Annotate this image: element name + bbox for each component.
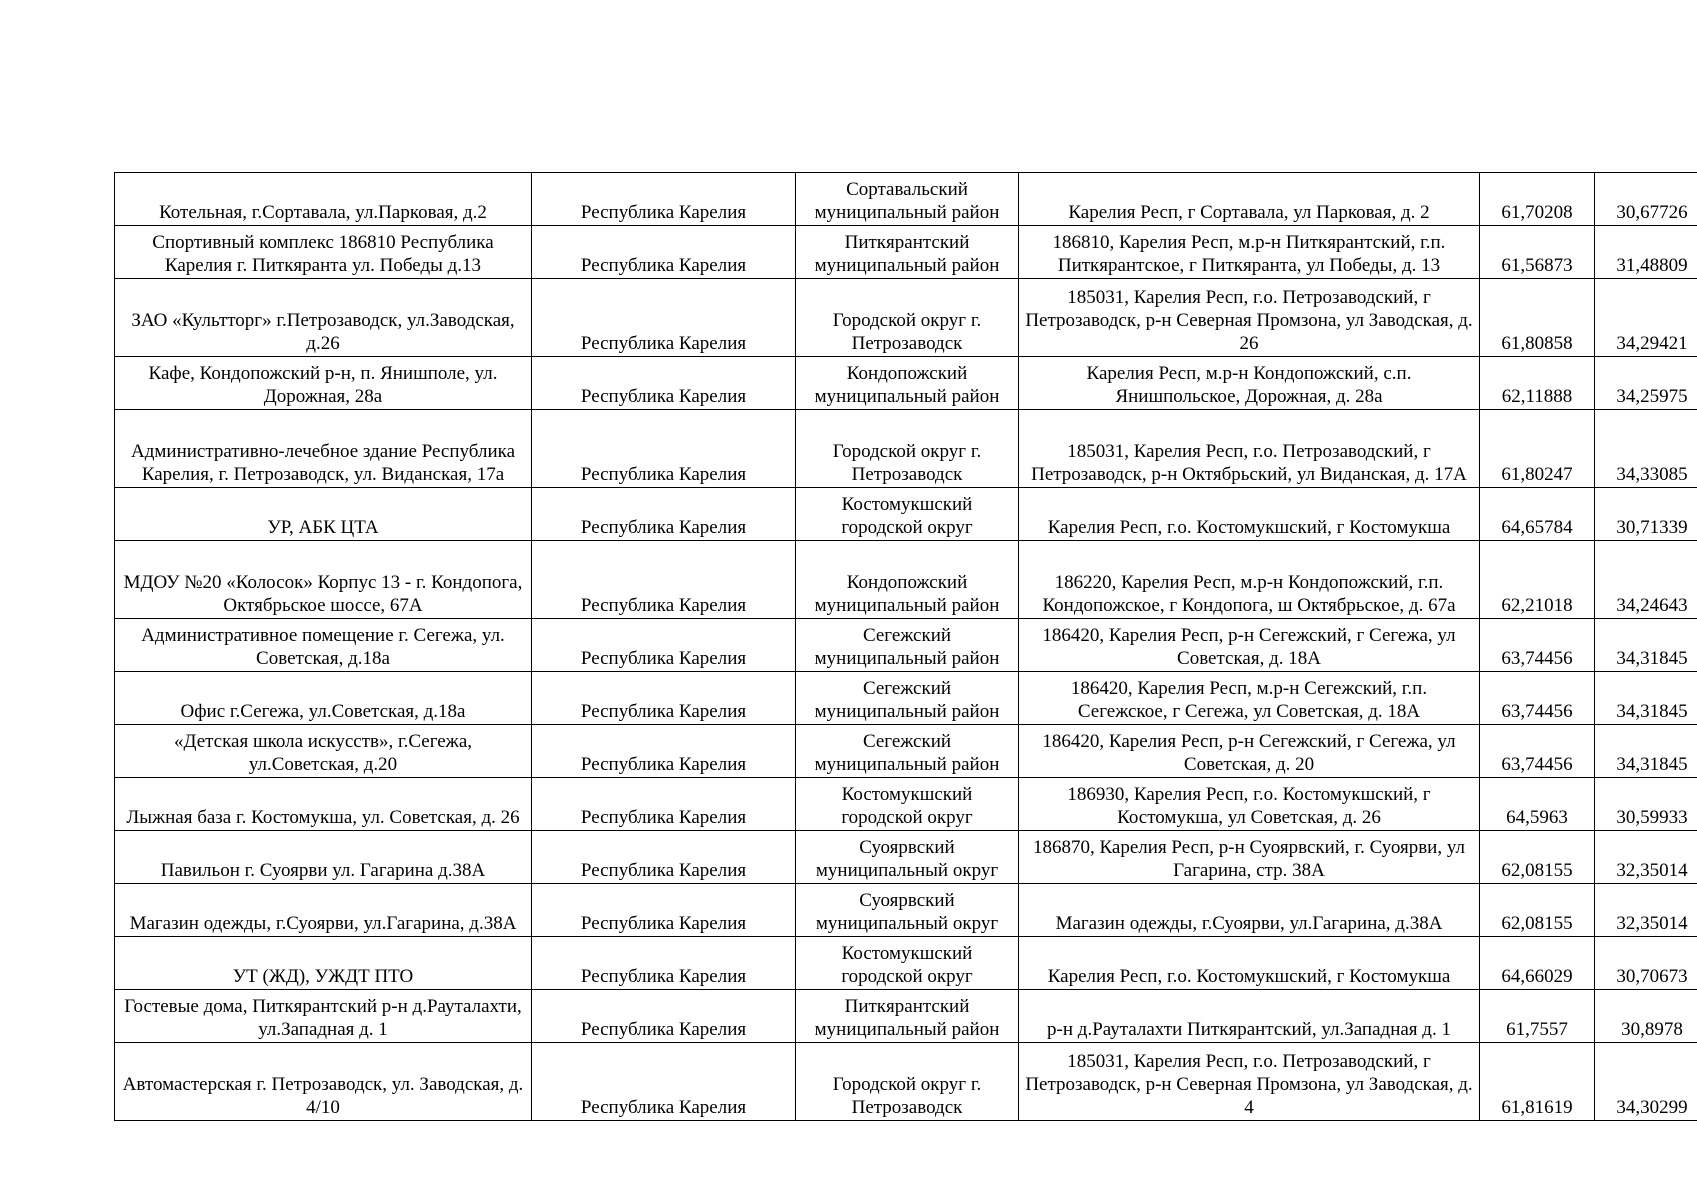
address-cell: 185031, Карелия Респ, г.о. Петрозаводский, г Петрозаводск, р-н Северная Промзона, ул Заводская, д. 26	[1019, 279, 1480, 357]
longitude-cell: 30,71339	[1595, 488, 1697, 541]
object-name-cell: МДОУ №20 «Колосок» Корпус 13 - г. Кондопога, Октябрьское шоссе, 67А	[115, 541, 532, 619]
latitude-cell: 63,74456	[1480, 672, 1595, 725]
longitude-cell: 32,35014	[1595, 831, 1697, 884]
address-cell: Карелия Респ, г.о. Костомукшский, г Костомукша	[1019, 937, 1480, 990]
region-cell: Республика Карелия	[532, 357, 796, 410]
object-name-cell: УР, АБК ЦТА	[115, 488, 532, 541]
latitude-cell: 62,21018	[1480, 541, 1595, 619]
district-cell: Питкярантский муниципальный район	[796, 990, 1019, 1043]
address-cell: Магазин одежды, г.Суоярви, ул.Гагарина, д.38А	[1019, 884, 1480, 937]
longitude-cell: 34,31845	[1595, 725, 1697, 778]
object-name-cell: Кафе, Кондопожский р-н, п. Янишполе, ул. Дорожная, 28а	[115, 357, 532, 410]
table-row	[115, 410, 1697, 488]
region-cell: Республика Карелия	[532, 410, 796, 488]
longitude-cell: 34,30299	[1595, 1043, 1697, 1121]
region-cell: Республика Карелия	[532, 990, 796, 1043]
object-name-cell: Павильон г. Суоярви ул. Гагарина д.38А	[115, 831, 532, 884]
district-cell: Кондопожский муниципальный район	[796, 357, 1019, 410]
longitude-cell: 30,59933	[1595, 778, 1697, 831]
latitude-cell: 61,81619	[1480, 1043, 1595, 1121]
address-cell: 185031, Карелия Респ, г.о. Петрозаводский, г Петрозаводск, р-н Северная Промзона, ул Заводская, д. 4	[1019, 1043, 1480, 1121]
object-name-cell: Спортивный комплекс 186810 Республика Карелия г. Питкяранта ул. Победы д.13	[115, 226, 532, 279]
latitude-cell: 62,08155	[1480, 831, 1595, 884]
table-row	[115, 937, 1697, 990]
latitude-cell: 61,70208	[1480, 173, 1595, 226]
district-cell: Городской округ г. Петрозаводск	[796, 410, 1019, 488]
table-row	[115, 725, 1697, 778]
address-cell: 186220, Карелия Респ, м.р-н Кондопожский, г.п. Кондопожское, г Кондопога, ш Октябрьское, д. 67а	[1019, 541, 1480, 619]
latitude-cell: 62,08155	[1480, 884, 1595, 937]
longitude-cell: 30,67726	[1595, 173, 1697, 226]
address-cell: Карелия Респ, м.р-н Кондопожский, с.п. Янишпольское, Дорожная, д. 28а	[1019, 357, 1480, 410]
region-cell: Республика Карелия	[532, 488, 796, 541]
region-cell: Республика Карелия	[532, 1043, 796, 1121]
district-cell: Костомукшский городской округ	[796, 488, 1019, 541]
latitude-cell: 64,5963	[1480, 778, 1595, 831]
latitude-cell: 63,74456	[1480, 619, 1595, 672]
table-row	[115, 279, 1697, 357]
table-row	[115, 226, 1697, 279]
table-row	[115, 990, 1697, 1043]
address-cell: Карелия Респ, г.о. Костомукшский, г Костомукша	[1019, 488, 1480, 541]
object-name-cell: Административное помещение г. Сегежа, ул. Советская, д.18а	[115, 619, 532, 672]
district-cell: Городской округ г. Петрозаводск	[796, 279, 1019, 357]
table-row	[115, 778, 1697, 831]
address-cell: 185031, Карелия Респ, г.о. Петрозаводский, г Петрозаводск, р-н Октябрьский, ул Виданская, д. 17А	[1019, 410, 1480, 488]
longitude-cell: 30,70673	[1595, 937, 1697, 990]
longitude-cell: 34,25975	[1595, 357, 1697, 410]
longitude-cell: 30,8978	[1595, 990, 1697, 1043]
district-cell: Кондопожский муниципальный район	[796, 541, 1019, 619]
longitude-cell: 34,29421	[1595, 279, 1697, 357]
table-row	[115, 173, 1697, 226]
latitude-cell: 62,11888	[1480, 357, 1595, 410]
district-cell: Городской округ г. Петрозаводск	[796, 1043, 1019, 1121]
region-cell: Республика Карелия	[532, 619, 796, 672]
region-cell: Республика Карелия	[532, 541, 796, 619]
object-name-cell: «Детская школа искусств», г.Сегежа, ул.Советская, д.20	[115, 725, 532, 778]
district-cell: Сегежский муниципальный район	[796, 619, 1019, 672]
longitude-cell: 32,35014	[1595, 884, 1697, 937]
region-cell: Республика Карелия	[532, 279, 796, 357]
district-cell: Костомукшский городской округ	[796, 778, 1019, 831]
region-cell: Республика Карелия	[532, 937, 796, 990]
address-cell: р-н д.Рауталахти Питкярантский, ул.Западная д. 1	[1019, 990, 1480, 1043]
table-row	[115, 1043, 1697, 1121]
address-cell: 186930, Карелия Респ, г.о. Костомукшский, г Костомукша, ул Советская, д. 26	[1019, 778, 1480, 831]
latitude-cell: 64,65784	[1480, 488, 1595, 541]
district-cell: Питкярантский муниципальный район	[796, 226, 1019, 279]
region-cell: Республика Карелия	[532, 778, 796, 831]
region-cell: Республика Карелия	[532, 226, 796, 279]
address-cell: Карелия Респ, г Сортавала, ул Парковая, д. 2	[1019, 173, 1480, 226]
table-row	[115, 672, 1697, 725]
object-name-cell: Автомастерская г. Петрозаводск, ул. Заводская, д. 4/10	[115, 1043, 532, 1121]
table-row	[115, 884, 1697, 937]
latitude-cell: 61,80247	[1480, 410, 1595, 488]
object-name-cell: УТ (ЖД), УЖДТ ПТО	[115, 937, 532, 990]
longitude-cell: 34,24643	[1595, 541, 1697, 619]
latitude-cell: 63,74456	[1480, 725, 1595, 778]
table-row	[115, 488, 1697, 541]
objects-table	[114, 172, 1697, 1121]
table-row	[115, 619, 1697, 672]
table-row	[115, 357, 1697, 410]
region-cell: Республика Карелия	[532, 725, 796, 778]
region-cell: Республика Карелия	[532, 672, 796, 725]
address-cell: 186870, Карелия Респ, р-н Суоярвский, г. Суоярви, ул Гагарина, стр. 38А	[1019, 831, 1480, 884]
latitude-cell: 64,66029	[1480, 937, 1595, 990]
latitude-cell: 61,56873	[1480, 226, 1595, 279]
region-cell: Республика Карелия	[532, 831, 796, 884]
object-name-cell: Котельная, г.Сортавала, ул.Парковая, д.2	[115, 173, 532, 226]
object-name-cell: Гостевые дома, Питкярантский р-н д.Рауталахти, ул.Западная д. 1	[115, 990, 532, 1043]
longitude-cell: 34,31845	[1595, 672, 1697, 725]
longitude-cell: 31,48809	[1595, 226, 1697, 279]
longitude-cell: 34,31845	[1595, 619, 1697, 672]
district-cell: Сегежский муниципальный район	[796, 672, 1019, 725]
district-cell: Костомукшский городской округ	[796, 937, 1019, 990]
region-cell: Республика Карелия	[532, 884, 796, 937]
district-cell: Сортавальский муниципальный район	[796, 173, 1019, 226]
table-row	[115, 541, 1697, 619]
longitude-cell: 34,33085	[1595, 410, 1697, 488]
address-cell: 186420, Карелия Респ, р-н Сегежский, г Сегежа, ул Советская, д. 18А	[1019, 619, 1480, 672]
address-cell: 186420, Карелия Респ, р-н Сегежский, г Сегежа, ул Советская, д. 20	[1019, 725, 1480, 778]
object-name-cell: ЗАО «Культторг» г.Петрозаводск, ул.Заводская, д.26	[115, 279, 532, 357]
objects-table-body	[115, 173, 1697, 1121]
region-cell: Республика Карелия	[532, 173, 796, 226]
address-cell: 186810, Карелия Респ, м.р-н Питкярантский, г.п. Питкярантское, г Питкяранта, ул Победы, д. 13	[1019, 226, 1480, 279]
object-name-cell: Административно-лечебное здание Республика Карелия, г. Петрозаводск, ул. Виданская, 17а	[115, 410, 532, 488]
object-name-cell: Магазин одежды, г.Суоярви, ул.Гагарина, д.38А	[115, 884, 532, 937]
object-name-cell: Офис г.Сегежа, ул.Советская, д.18а	[115, 672, 532, 725]
address-cell: 186420, Карелия Респ, м.р-н Сегежский, г.п. Сегежское, г Сегежа, ул Советская, д. 18А	[1019, 672, 1480, 725]
object-name-cell: Лыжная база г. Костомукша, ул. Советская, д. 26	[115, 778, 532, 831]
district-cell: Суоярвский муниципальный округ	[796, 831, 1019, 884]
latitude-cell: 61,80858	[1480, 279, 1595, 357]
table-row	[115, 831, 1697, 884]
district-cell: Суоярвский муниципальный округ	[796, 884, 1019, 937]
district-cell: Сегежский муниципальный район	[796, 725, 1019, 778]
latitude-cell: 61,7557	[1480, 990, 1595, 1043]
